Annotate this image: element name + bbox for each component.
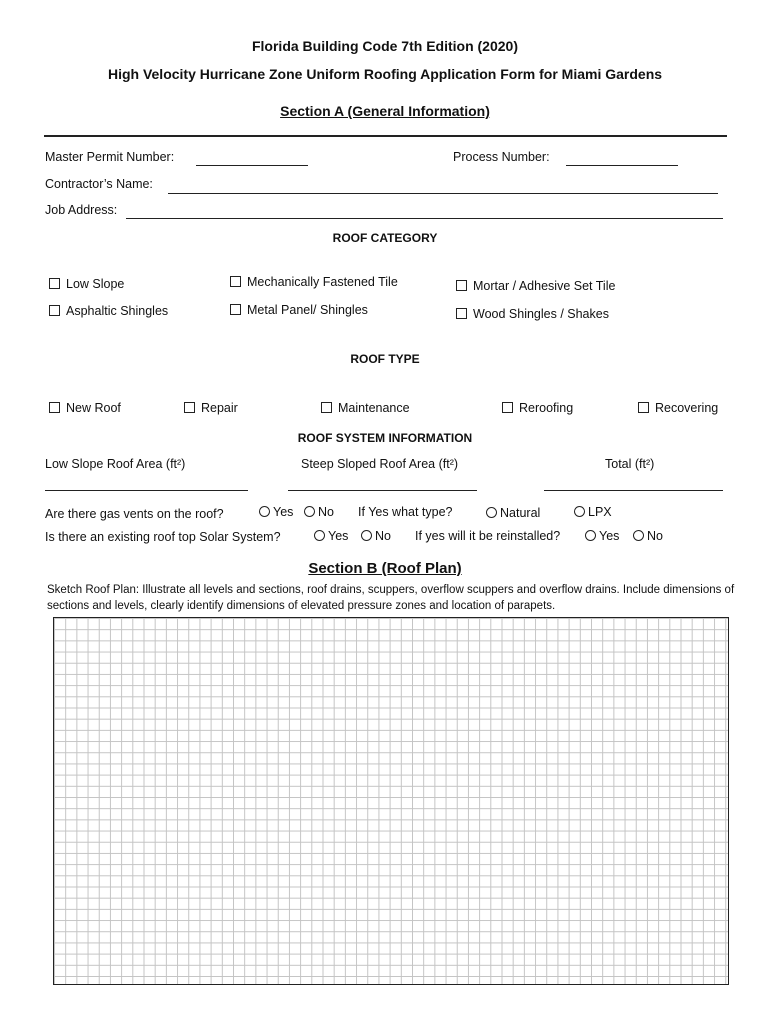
roof-category-heading: ROOF CATEGORY <box>332 231 438 245</box>
master-permit-label: Master Permit Number: <box>45 150 175 164</box>
option-new-roof[interactable] <box>49 401 121 415</box>
radio-label: Yes <box>599 529 620 543</box>
option-label: Maintenance <box>338 401 410 415</box>
section-divider <box>44 135 727 137</box>
option-label: Asphaltic Shingles <box>66 304 169 318</box>
option-repair[interactable] <box>184 401 238 415</box>
option-reroofing[interactable] <box>502 401 573 415</box>
radio-icon[interactable] <box>314 530 325 541</box>
gas-vents-question: Are there gas vents on the roof? <box>45 507 224 521</box>
roof-plan-sketch-grid[interactable] <box>53 617 729 985</box>
steep-slope-area-field[interactable] <box>288 476 477 491</box>
contractor-name-label: Contractor’s Name: <box>45 177 153 191</box>
radio-label: No <box>318 505 334 519</box>
radio-label: No <box>647 529 663 543</box>
checkbox-icon[interactable] <box>321 402 332 413</box>
radio-label: No <box>375 529 391 543</box>
gas-vents-no[interactable] <box>304 505 334 519</box>
solar-no[interactable] <box>361 529 391 543</box>
total-area-field[interactable] <box>544 476 723 491</box>
option-label: Reroofing <box>519 401 574 415</box>
contractor-name-field[interactable] <box>168 179 718 194</box>
radio-label: Yes <box>328 529 349 543</box>
option-wood-shingles[interactable] <box>456 307 609 321</box>
low-slope-area-field[interactable] <box>45 476 248 491</box>
reinstall-yes[interactable] <box>585 529 619 543</box>
job-address-label: Job Address: <box>45 203 118 217</box>
roof-system-heading: ROOF SYSTEM INFORMATION <box>297 431 473 445</box>
option-label: Wood Shingles / Shakes <box>473 307 609 321</box>
gas-type-lpx[interactable] <box>574 505 612 519</box>
option-label: New Roof <box>66 401 121 415</box>
option-label: Repair <box>201 401 238 415</box>
option-recovering[interactable] <box>638 401 718 415</box>
checkbox-icon[interactable] <box>49 402 60 413</box>
option-maintenance[interactable] <box>321 401 410 415</box>
section-a-heading: Section A (General Information) <box>280 103 490 119</box>
checkbox-icon[interactable] <box>184 402 195 413</box>
roof-type-heading: ROOF TYPE <box>350 352 420 366</box>
job-address-field[interactable] <box>126 204 723 219</box>
radio-label: Natural <box>500 506 541 520</box>
option-low-slope[interactable] <box>49 277 124 291</box>
checkbox-icon[interactable] <box>456 308 467 319</box>
radio-label: LPX <box>588 505 612 519</box>
steep-slope-area-label: Steep Sloped Roof Area (ft²) <box>301 457 459 471</box>
checkbox-icon[interactable] <box>230 276 241 287</box>
option-mortar-adhesive-tile[interactable] <box>456 279 615 293</box>
option-label: Recovering <box>655 401 719 415</box>
process-number-field[interactable] <box>566 151 678 166</box>
radio-icon[interactable] <box>633 530 644 541</box>
option-metal-panel[interactable] <box>230 303 368 317</box>
reinstall-no[interactable] <box>633 529 663 543</box>
radio-icon[interactable] <box>361 530 372 541</box>
solar-yes[interactable] <box>314 529 348 543</box>
option-label: Low Slope <box>66 277 125 291</box>
option-label: Mechanically Fastened Tile <box>247 275 398 289</box>
form-title-line2: High Velocity Hurricane Zone Uniform Roofing Application Form for Miami Gardens <box>107 66 663 82</box>
roof-plan-instructions: Sketch Roof Plan: Illustrate all levels and sections, roof drains, scuppers, overflow scuppers and overflow drains. Include dimensions of sections and levels, clearly identify dimensions of elevated pressure zones and location of parapets. <box>47 584 735 612</box>
option-asphaltic-shingles[interactable] <box>49 304 168 318</box>
radio-icon[interactable] <box>574 506 585 517</box>
section-b-heading: Section B (Roof Plan) <box>308 560 462 577</box>
reinstall-question: If yes will it be reinstalled? <box>415 529 561 543</box>
master-permit-field[interactable] <box>196 151 308 166</box>
radio-icon[interactable] <box>304 506 315 517</box>
option-label: Mortar / Adhesive Set Tile <box>473 279 616 293</box>
radio-label: Yes <box>273 505 294 519</box>
process-number-label: Process Number: <box>453 150 550 164</box>
total-area-label: Total (ft²) <box>605 457 655 471</box>
checkbox-icon[interactable] <box>230 304 241 315</box>
checkbox-icon[interactable] <box>502 402 513 413</box>
option-label: Metal Panel/ Shingles <box>247 303 368 317</box>
checkbox-icon[interactable] <box>638 402 649 413</box>
checkbox-icon[interactable] <box>456 280 467 291</box>
radio-icon[interactable] <box>486 507 497 518</box>
checkbox-icon[interactable] <box>49 305 60 316</box>
form-title-line1: Florida Building Code 7th Edition (2020) <box>251 38 518 54</box>
checkbox-icon[interactable] <box>49 278 60 289</box>
low-slope-area-label: Low Slope Roof Area (ft²) <box>45 457 186 471</box>
option-mechanically-fastened-tile[interactable] <box>230 275 398 289</box>
gas-vents-yes[interactable] <box>259 505 293 519</box>
radio-icon[interactable] <box>259 506 270 517</box>
gas-type-natural[interactable] <box>486 506 540 520</box>
solar-question: Is there an existing roof top Solar System? <box>45 530 281 544</box>
gas-type-question: If Yes what type? <box>358 505 453 519</box>
radio-icon[interactable] <box>585 530 596 541</box>
